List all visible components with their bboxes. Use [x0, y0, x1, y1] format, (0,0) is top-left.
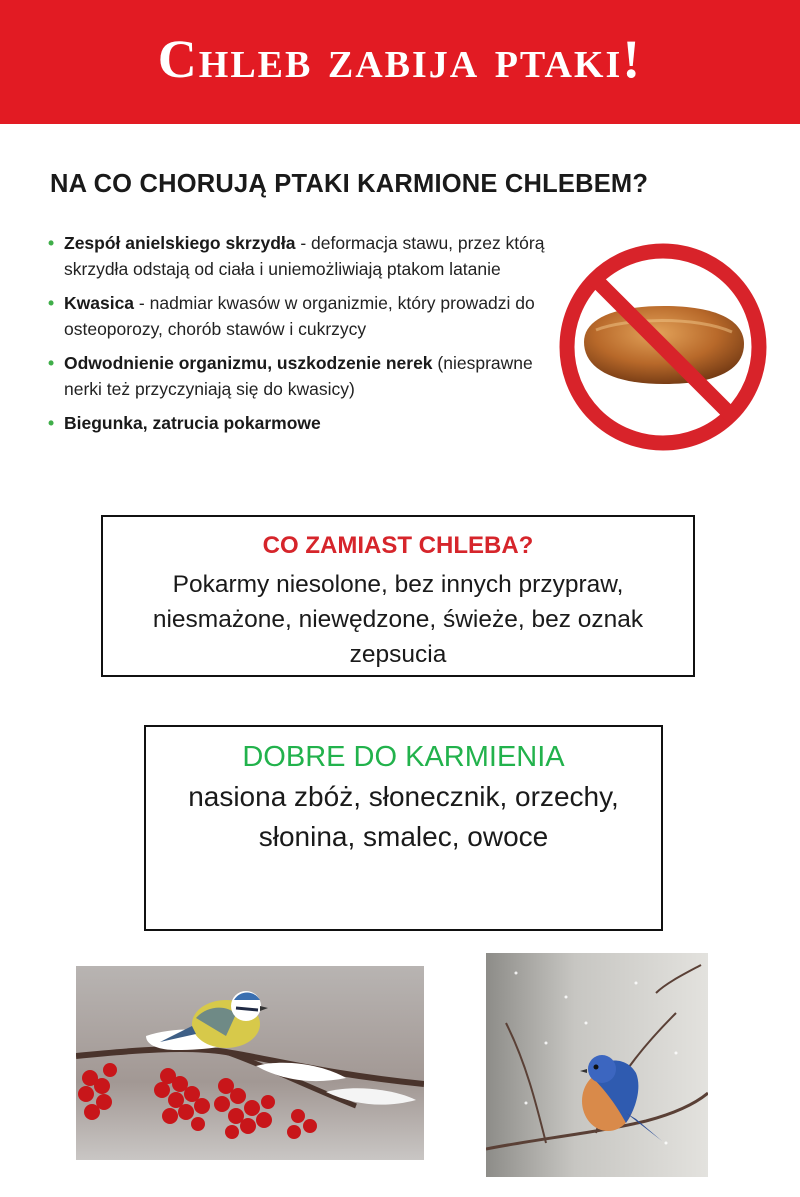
good-for-feeding-box — [144, 725, 663, 931]
title-banner — [0, 0, 800, 124]
disease-description: - nadmiar kwasów w organizmie, który prowadzi do osteoporozy, chorób stawów i cukrzycy — [64, 293, 535, 339]
no-bread-icon — [556, 240, 770, 454]
list-item — [48, 410, 568, 436]
instead-heading: CO ZAMIAST CHLEBA? — [262, 532, 534, 559]
bullet-icon: • — [48, 413, 55, 433]
good-heading: DOBRE DO KARMIENIA — [242, 741, 565, 773]
bullet-icon: • — [48, 353, 55, 373]
diseases-list — [48, 230, 568, 444]
good-text: nasiona zbóż, słonecznik, orzechy, słonina, smalec, owoce — [188, 781, 619, 852]
list-item — [48, 230, 568, 282]
list-item — [48, 290, 568, 342]
disease-name: Odwodnienie organizmu, uszkodzenie nerek — [64, 353, 433, 373]
bluebird-photo — [486, 953, 708, 1177]
list-item — [48, 350, 568, 402]
disease-name: Kwasica — [64, 293, 135, 313]
disease-name: Biegunka, zatrucia pokarmowe — [64, 413, 321, 433]
bullet-icon: • — [48, 233, 55, 253]
diseases-heading: NA CO CHORUJĄ PTAKI KARMIONE CHLEBEM? — [50, 170, 649, 198]
disease-description: (niesprawne nerki też przyczyniają się do kwasicy) — [64, 353, 533, 399]
disease-description: - deformacja stawu, przez którą skrzydła odstają od ciała i uniemożliwiają ptakom latanie — [64, 233, 545, 279]
disease-name: Zespół anielskiego skrzydła — [64, 233, 296, 253]
instead-of-bread-box — [101, 515, 695, 677]
page-title: Chleb zabija ptaki! — [157, 29, 643, 89]
blue-tit-photo — [76, 966, 424, 1160]
bullet-icon: • — [48, 293, 55, 313]
instead-text: Pokarmy niesolone, bez innych przypraw, niesmażone, niewędzone, świeże, bez oznak zepsucia — [152, 571, 644, 668]
